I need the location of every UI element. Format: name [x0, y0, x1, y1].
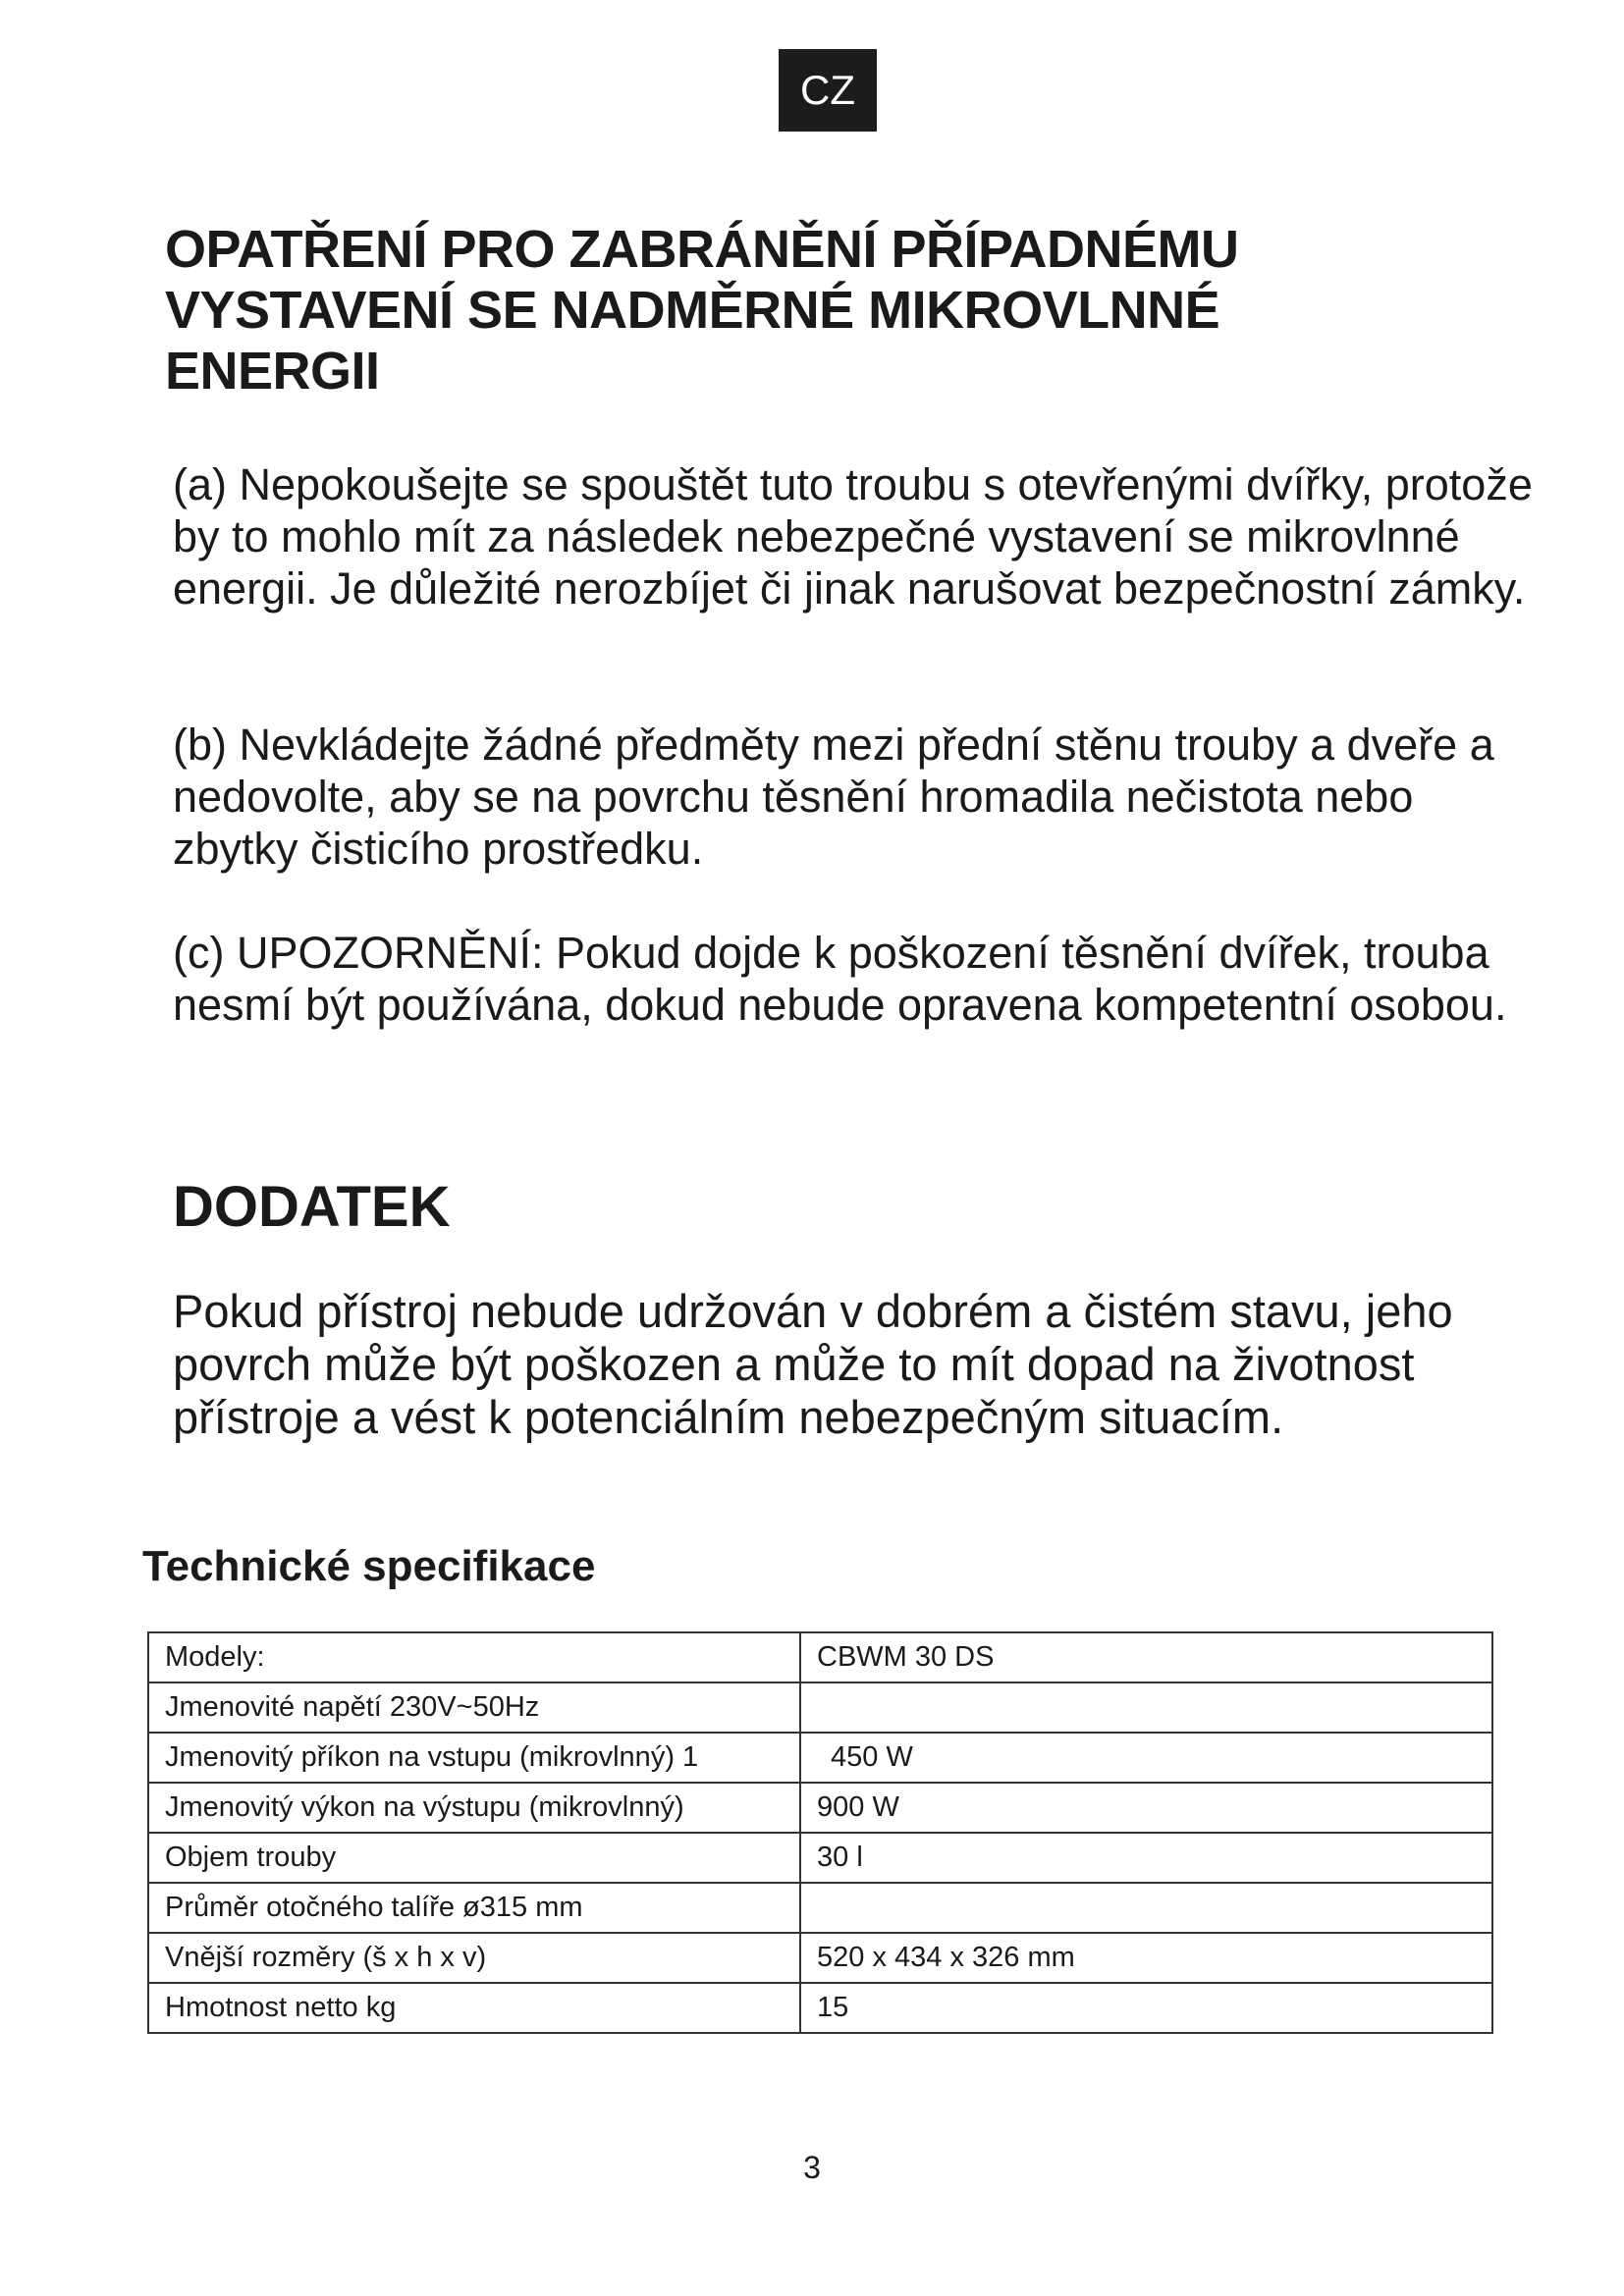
spec-label: Průměr otočného talíře ø315 mm	[148, 1883, 800, 1933]
precaution-paragraph-b: (b) Nevkládejte žádné předměty mezi přední stěnu trouby a dveře a nedovolte, aby se na povrchu těsnění hromadila nečistota nebo zbytky čisticího prostředku.	[173, 720, 1494, 874]
table-row	[148, 1632, 1492, 1682]
spec-label: Vnější rozměry (š x h x v)	[148, 1933, 800, 1983]
tech-specs-heading: Technické specifikace	[142, 1542, 596, 1590]
spec-value: 15	[800, 1983, 1492, 2033]
page-number: 3	[803, 2150, 821, 2185]
tech-specs-table	[147, 1631, 1493, 2034]
spec-label: Modely:	[148, 1632, 800, 1682]
spec-label: Objem trouby	[148, 1833, 800, 1883]
spec-value	[800, 1883, 1492, 1933]
safety-precautions-heading: OPATŘENÍ PRO ZABRÁNĚNÍ PŘÍPADNÉMU VYSTAVENÍ SE NADMĚRNÉ MIKROVLNNÉ ENERGII	[165, 220, 1239, 400]
spec-value: 450 W	[800, 1733, 1492, 1783]
table-row	[148, 1883, 1492, 1933]
language-badge: CZ	[779, 49, 877, 132]
precaution-paragraph-c: (c) UPOZORNĚNÍ: Pokud dojde k poškození těsnění dvířek, trouba nesmí být používána, dokud nebude opravena kompetentní osobou.	[173, 928, 1507, 1030]
table-row	[148, 1833, 1492, 1883]
table-row	[148, 1933, 1492, 1983]
appendix-paragraph: Pokud přístroj nebude udržován v dobrém a čistém stavu, jeho povrch může být poškozen a může to mít dopad na životnost přístroje a vést k potenciálním nebezpečným situacím.	[173, 1285, 1453, 1443]
spec-label: Hmotnost netto kg	[148, 1983, 800, 2033]
spec-label: Jmenovité napětí 230V~50Hz	[148, 1682, 800, 1733]
precaution-paragraph-a: (a) Nepokoušejte se spouštět tuto troubu s otevřenými dvířky, protože by to mohlo mít za následek nebezpečné vystavení se mikrovlnné energii. Je důležité nerozbíjet či jinak narušovat bezpečnostní zámky.	[173, 459, 1533, 614]
spec-value	[800, 1682, 1492, 1733]
spec-label: Jmenovitý příkon na vstupu (mikrovlnný) 1	[148, 1733, 800, 1783]
spec-value: 900 W	[800, 1783, 1492, 1833]
spec-value: 520 x 434 x 326 mm	[800, 1933, 1492, 1983]
table-row	[148, 1983, 1492, 2033]
table-row	[148, 1783, 1492, 1833]
appendix-heading: DODATEK	[173, 1175, 451, 1239]
spec-label: Jmenovitý výkon na výstupu (mikrovlnný)	[148, 1783, 800, 1833]
table-row	[148, 1733, 1492, 1783]
spec-value: 30 l	[800, 1833, 1492, 1883]
spec-value: CBWM 30 DS	[800, 1632, 1492, 1682]
table-row	[148, 1682, 1492, 1733]
